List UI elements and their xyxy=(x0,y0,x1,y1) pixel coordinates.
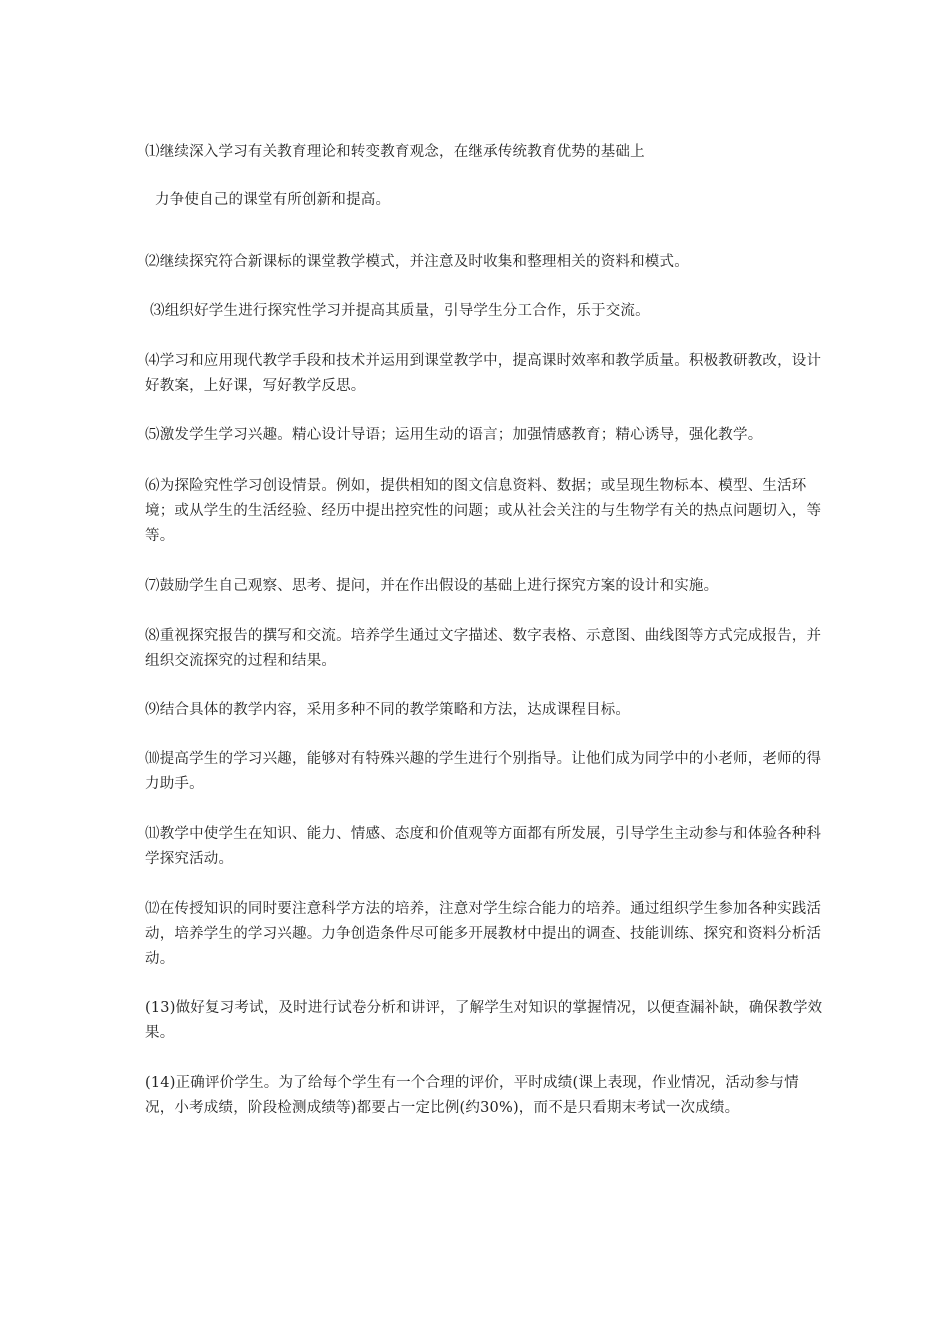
paragraph-3: ⑶组织好学生进行探究性学习并提高其质量，引导学生分工合作，乐于交流。 xyxy=(150,303,650,319)
paragraph-1-continued: 力争使自己的课堂有所创新和提高。 xyxy=(155,192,391,208)
paragraph-4: ⑷学习和应用现代教学手段和技术并运用到课堂教学中，提高课时效率和教学质量。积极教研教改，设计好教案，上好课，写好教学反思。 xyxy=(145,353,822,394)
paragraph-5: ⑸激发学生学习兴趣。精心设计导语；运用生动的语言；加强情感教育；精心诱导，强化教学。 xyxy=(145,427,763,443)
paragraph-1: ⑴继续深入学习有关教育理论和转变教育观念，在继承传统教育优势的基础上 xyxy=(145,144,645,160)
paragraph-2: ⑵继续探究符合新课标的课堂教学模式，并注意及时收集和整理相关的资料和模式。 xyxy=(145,254,689,270)
paragraph-7: ⑺鼓励学生自己观察、思考、提问，并在作出假设的基础上进行探究方案的设计和实施。 xyxy=(145,578,719,594)
paragraph-13: (13)做好复习考试，及时进行试卷分析和讲评，了解学生对知识的掌握情况，以便查漏补缺，确保教学效果。 xyxy=(145,1000,823,1041)
paragraph-14: (14)正确评价学生。为了给每个学生有一个合理的评价，平时成绩(课上表现，作业情况，活动参与情况，小考成绩，阶段检测成绩等)都要占一定比例(约30%)，而不是只看期末考试一次成绩。 xyxy=(145,1075,799,1116)
paragraph-10: ⑽提高学生的学习兴趣，能够对有特殊兴趣的学生进行个别指导。让他们成为同学中的小老师，老师的得力助手。 xyxy=(145,751,822,792)
paragraph-11: ⑾教学中使学生在知识、能力、情感、态度和价值观等方面都有所发展，引导学生主动参与和体验各种科学探究活动。 xyxy=(145,826,822,867)
paragraph-8: ⑻重视探究报告的撰写和交流。培养学生通过文字描述、数字表格、示意图、曲线图等方式完成报告，并组织交流探究的过程和结果。 xyxy=(145,628,822,669)
paragraph-9: ⑼结合具体的教学内容，采用多种不同的教学策略和方法，达成课程目标。 xyxy=(145,702,631,718)
paragraph-6: ⑹为探险究性学习创设情景。例如，提供相知的图文信息资料、数据；或呈现生物标本、模型、生活环境；或从学生的生活经验、经历中提出控究性的问题；或从社会关注的与生物学有关的热点问题切入，等等。 xyxy=(145,478,822,544)
paragraph-12: ⑿在传授知识的同时要注意科学方法的培养，注意对学生综合能力的培养。通过组织学生参加各种实践活动，培养学生的学习兴趣。力争创造条件尽可能多开展教材中提出的调查、技能训练、探究和资料分析活动。 xyxy=(145,901,822,967)
